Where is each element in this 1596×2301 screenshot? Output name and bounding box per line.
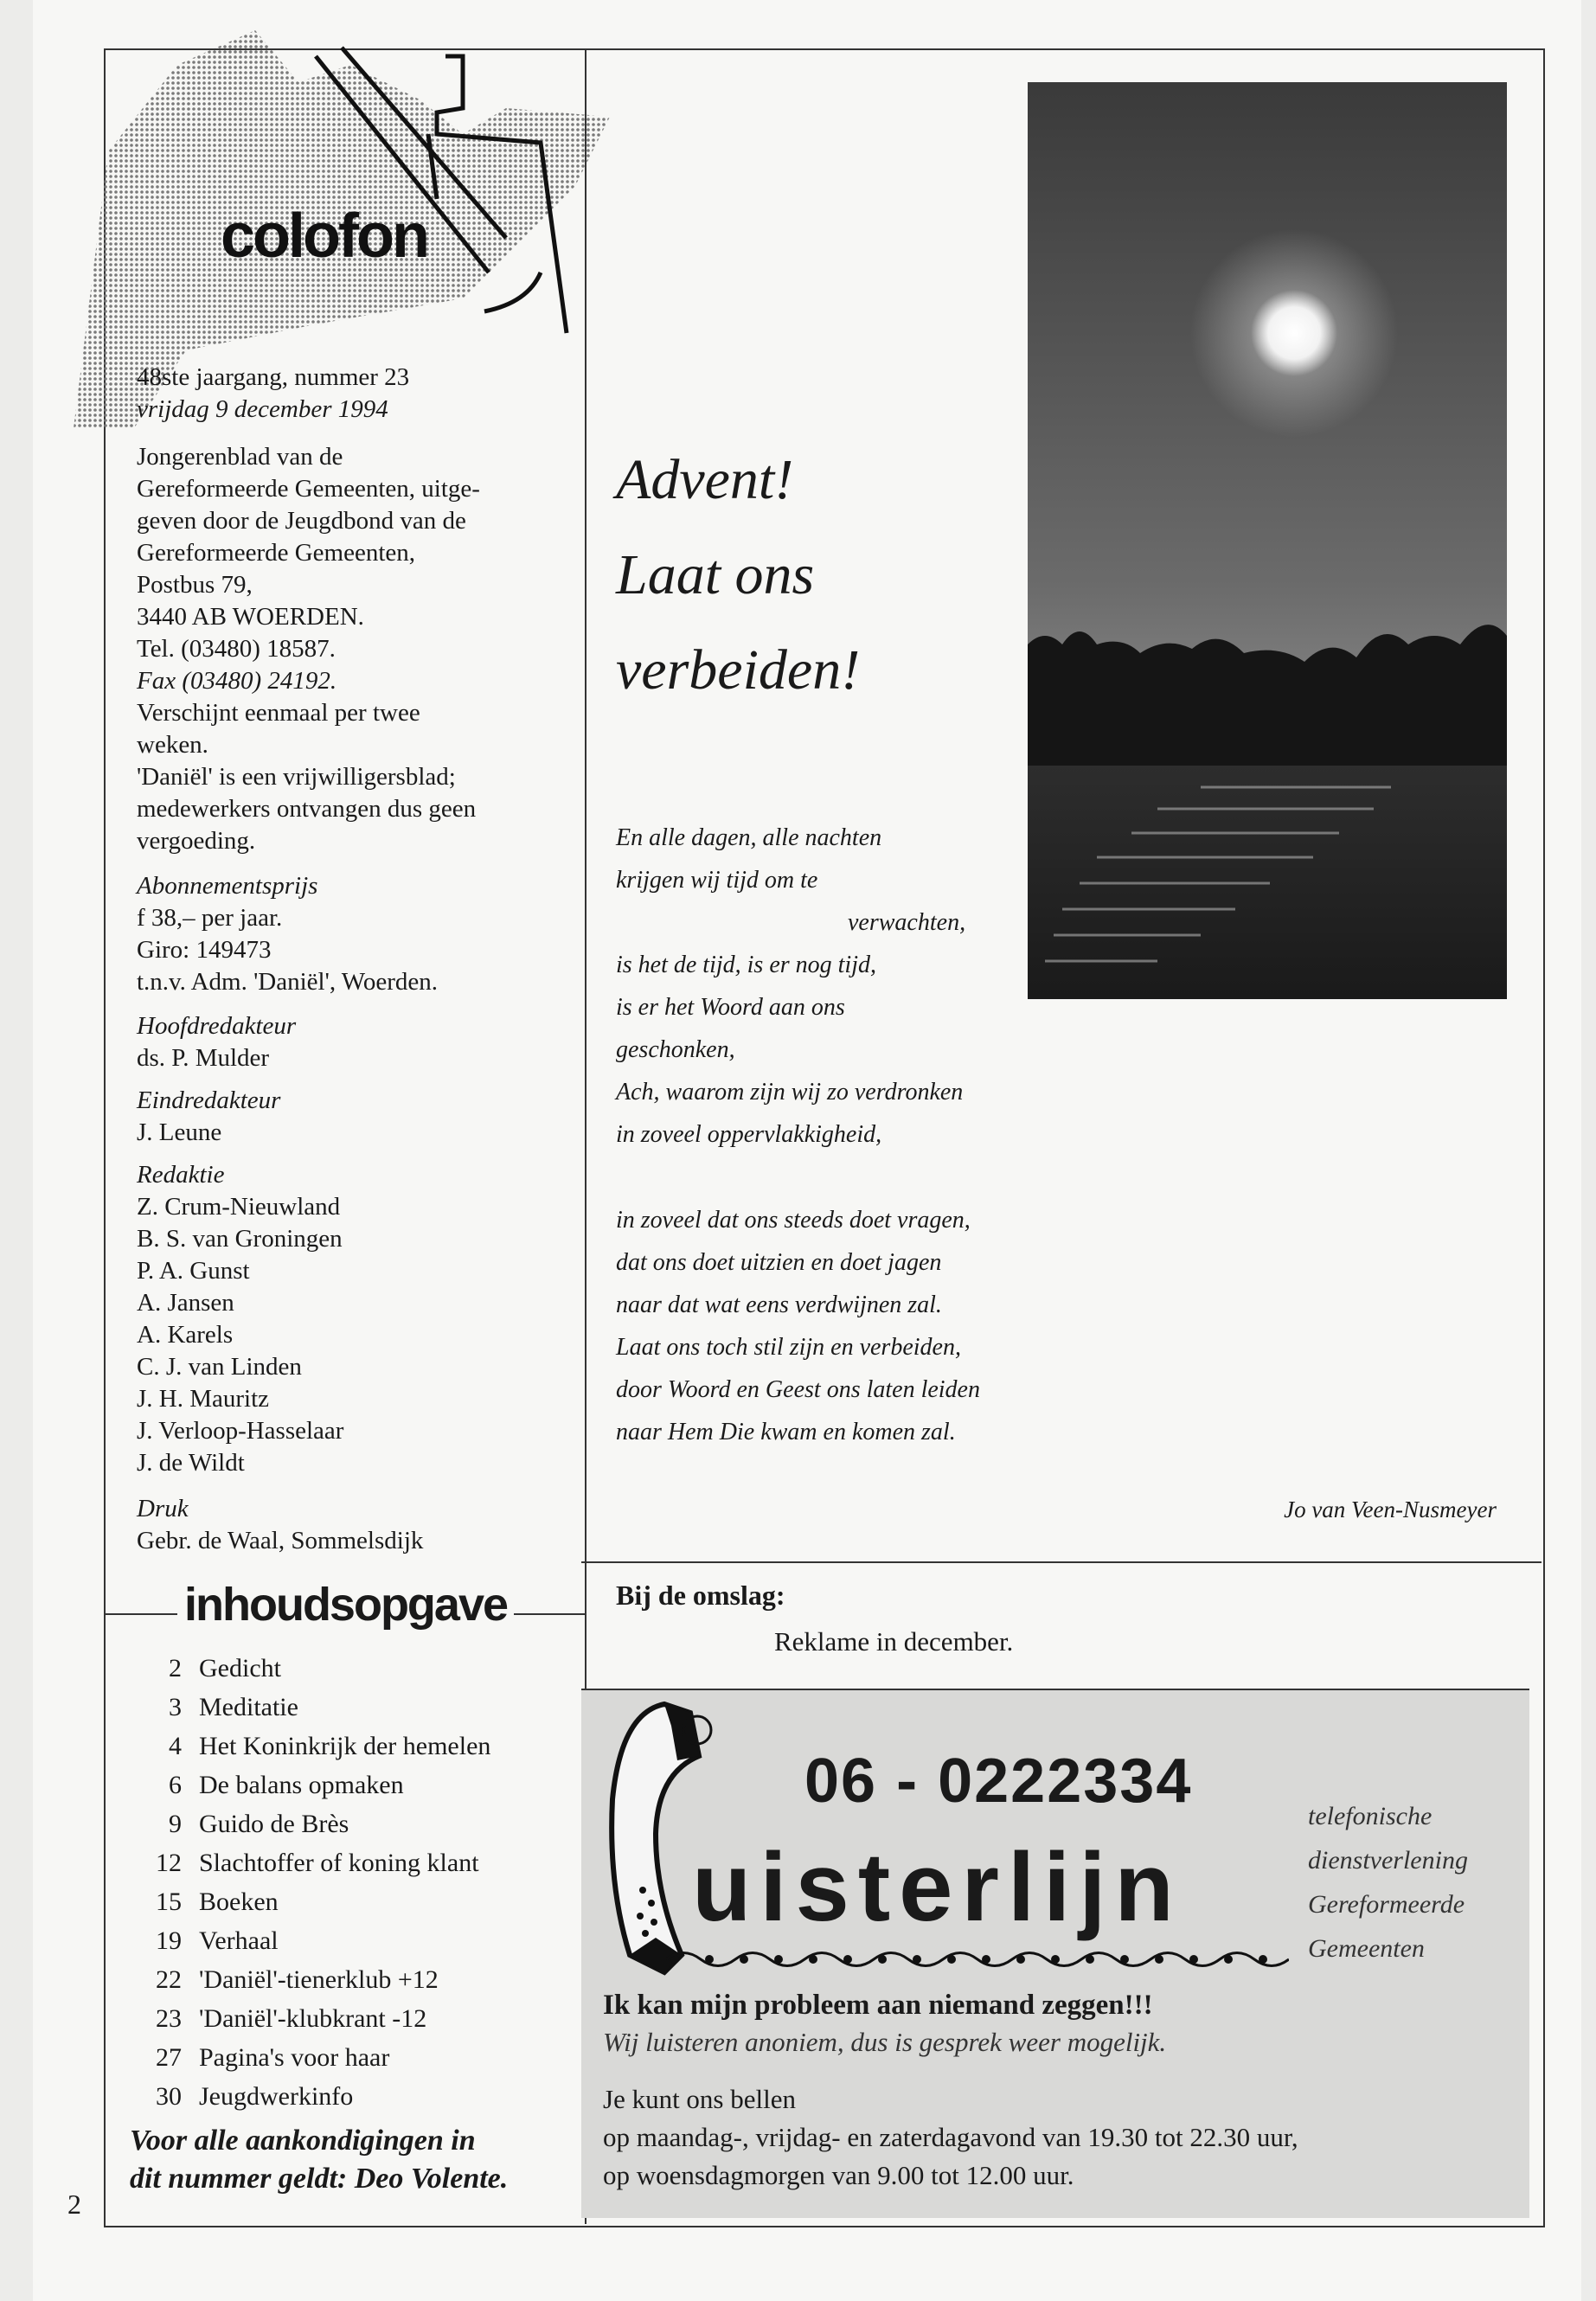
- print-label: Druk: [137, 1495, 189, 1522]
- contents-item: [147, 1766, 490, 1804]
- contents-page: 30: [156, 2082, 182, 2111]
- publisher-line: 3440 AB WOERDEN.: [137, 603, 364, 631]
- cover-text: Reklame in december.: [774, 1626, 1014, 1657]
- contents-label: Verhaal: [199, 1926, 279, 1955]
- poem-line: Ach, waarom zijn wij zo verdronken: [616, 1079, 964, 1106]
- editorial-member: Z. Crum-Nieuwland: [137, 1193, 341, 1221]
- publisher-line: Tel. (03480) 18587.: [137, 635, 336, 663]
- contents-page: 4: [169, 1732, 182, 1760]
- poem-line: Laat ons toch stil zijn en verbeiden,: [616, 1334, 961, 1361]
- poem-line: in zoveel oppervlakkigheid,: [616, 1121, 882, 1148]
- contents-title: inhoudsopgave: [177, 1578, 514, 1631]
- poem-line: dat ons doet uitzien en doet jagen: [616, 1249, 942, 1276]
- poem-line: naar Hem Die kwam en komen zal.: [616, 1419, 956, 1445]
- contents-page: 3: [169, 1693, 182, 1721]
- subscription-line: t.n.v. Adm. 'Daniël', Woerden.: [137, 968, 438, 996]
- contents-label: Slachtoffer of koning klant: [199, 1849, 479, 1877]
- contents-item: [147, 1843, 490, 1882]
- contents-label: Jeugdwerkinfo: [199, 2082, 354, 2111]
- poem-line: in zoveel dat ons steeds doet vragen,: [616, 1207, 971, 1234]
- subscription-block: [137, 870, 569, 998]
- ad-side-line: Gereformeerde: [1308, 1890, 1465, 1919]
- poem-stanza-1: [616, 817, 1152, 1156]
- poem-line: verwachten,: [848, 909, 966, 936]
- ad-call-hours: [603, 2080, 1298, 2195]
- publisher-line: Postbus 79,: [137, 571, 253, 599]
- publisher-line: Jongerenblad van de: [137, 443, 343, 471]
- publisher-line: Verschijnt eenmaal per twee: [137, 699, 420, 727]
- ad-side-line: dienstverlening: [1308, 1846, 1468, 1875]
- contents-label: Het Koninkrijk der hemelen: [199, 1732, 491, 1760]
- editor-name: ds. P. Mulder: [137, 1044, 270, 1072]
- contents-item: [147, 1649, 490, 1688]
- contents-label: Meditatie: [199, 1693, 298, 1721]
- printer-name: Gebr. de Waal, Sommelsdijk: [137, 1527, 424, 1554]
- poem-line: En alle dagen, alle nachten: [616, 824, 882, 851]
- contents-page: 6: [169, 1771, 182, 1799]
- contents-page: 27: [156, 2043, 182, 2072]
- contents-page: 9: [169, 1810, 182, 1838]
- poem-line: is het de tijd, is er nog tijd,: [616, 952, 876, 978]
- editorial-member: A. Karels: [137, 1321, 234, 1349]
- final-editor-name: J. Leune: [137, 1118, 222, 1146]
- contents-item: [147, 1727, 490, 1766]
- poem-line: krijgen wij tijd om te: [616, 867, 818, 894]
- poem-title: [616, 433, 860, 718]
- contents-label: 'Daniël'-klubkrant -12: [199, 2004, 427, 2033]
- publisher-line: Gereformeerde Gemeenten, uitge-: [137, 475, 480, 503]
- contents-page: 12: [156, 1849, 182, 1877]
- cord-decoration: [666, 1946, 1289, 1972]
- contents-item: [147, 1688, 490, 1727]
- contents-list: [147, 1649, 490, 2116]
- contents-item: [147, 1804, 490, 1843]
- subscription-line: Giro: 149473: [137, 936, 272, 964]
- editorial-member: B. S. van Groningen: [137, 1225, 343, 1253]
- colofon-title: colofon: [221, 202, 427, 271]
- editorial-member: J. Verloop-Hasselaar: [137, 1417, 344, 1445]
- editorial-member: J. de Wildt: [137, 1449, 245, 1477]
- contents-label: Guido de Brès: [199, 1810, 349, 1838]
- contents-label: Boeken: [199, 1888, 279, 1916]
- contents-page: 22: [156, 1965, 182, 1994]
- poem-line: geschonken,: [616, 1036, 735, 1063]
- section-divider: [581, 1561, 1542, 1563]
- ad-headline: Ik kan mijn probleem aan niemand zeggen!!!: [603, 1990, 1153, 2021]
- print-block: [137, 1493, 569, 1557]
- poem-author: Jo van Veen-Nusmeyer: [1284, 1497, 1497, 1522]
- colofon-issue-block: [137, 362, 569, 426]
- poem-title-line: verbeiden!: [616, 638, 861, 702]
- publisher-block: [137, 441, 569, 857]
- date-line: vrijdag 9 december 1994: [137, 395, 388, 423]
- editorial-member: C. J. van Linden: [137, 1353, 302, 1381]
- contents-item: [147, 1999, 490, 2038]
- contents-item: [147, 1921, 490, 1960]
- contents-label: Pagina's voor haar: [199, 2043, 390, 2072]
- poem-line: naar dat wat eens verdwijnen zal.: [616, 1292, 942, 1318]
- poem-title-line: Advent!: [616, 448, 794, 511]
- contents-page: 15: [156, 1888, 182, 1916]
- final-editor-label: Eindredakteur: [137, 1086, 281, 1114]
- editor-label: Hoofdredakteur: [137, 1012, 297, 1040]
- poem-line: is er het Woord aan ons: [616, 994, 845, 1021]
- ad-side-line: telefonische: [1308, 1802, 1433, 1830]
- ad-service-description: [1308, 1794, 1468, 1971]
- contents-item: [147, 2038, 490, 2077]
- poem-title-line: Laat ons: [616, 543, 815, 606]
- publisher-line: geven door de Jeugdbond van de: [137, 507, 466, 535]
- contents-page: 19: [156, 1926, 182, 1955]
- editorial-member: A. Jansen: [137, 1289, 234, 1317]
- poem-stanza-2: [616, 1199, 1152, 1453]
- publisher-line: 'Daniël' is een vrijwilligersblad;: [137, 763, 456, 791]
- subscription-label: Abonnementsprijs: [137, 872, 318, 900]
- final-editor-block: [137, 1085, 569, 1149]
- editorial-block: [137, 1159, 569, 1479]
- contents-item: [147, 1960, 490, 1999]
- issue-line: 48ste jaargang, nummer 23: [137, 363, 410, 391]
- contents-item: [147, 2077, 490, 2116]
- contents-label: 'Daniël'-tienerklub +12: [199, 1965, 439, 1994]
- publisher-line: weken.: [137, 731, 208, 759]
- note-line: Voor alle aankondigingen in: [130, 2125, 476, 2157]
- ad-subline: Wij luisteren anoniem, dus is gesprek weer mogelijk.: [603, 2027, 1167, 2057]
- ad-call-line: op maandag-, vrijdag- en zaterdagavond van 19.30 tot 22.30 uur,: [603, 2122, 1298, 2152]
- ad-call-line: Je kunt ons bellen: [603, 2084, 796, 2114]
- cover-label: Bij de omslag:: [616, 1580, 785, 1611]
- publisher-line: medewerkers ontvangen dus geen: [137, 795, 477, 823]
- subscription-line: f 38,– per jaar.: [137, 904, 283, 932]
- deo-volente-note: [130, 2122, 508, 2198]
- helpline-number: 06 - 0222334: [804, 1747, 1193, 1816]
- publisher-line: Fax (03480) 24192.: [137, 667, 337, 695]
- page-number: 2: [67, 2189, 81, 2220]
- luisterlijn-brand: uisterlijn: [692, 1833, 1183, 1941]
- editorial-label: Redaktie: [137, 1161, 225, 1189]
- editor-block: [137, 1010, 569, 1074]
- note-line: dit nummer geldt: Deo Volente.: [130, 2163, 509, 2195]
- editorial-member: J. H. Mauritz: [137, 1385, 270, 1413]
- ad-call-line: op woensdagmorgen van 9.00 tot 12.00 uur.: [603, 2160, 1074, 2190]
- contents-item: [147, 1882, 490, 1921]
- poem-line: door Woord en Geest ons laten leiden: [616, 1376, 980, 1403]
- ad-side-line: Gemeenten: [1308, 1934, 1425, 1963]
- contents-page: 23: [156, 2004, 182, 2033]
- contents-page: 2: [169, 1654, 182, 1682]
- publisher-line: vergoeding.: [137, 827, 256, 855]
- contents-label: Gedicht: [199, 1654, 281, 1682]
- contents-label: De balans opmaken: [199, 1771, 404, 1799]
- editorial-member: P. A. Gunst: [137, 1257, 250, 1285]
- publisher-line: Gereformeerde Gemeenten,: [137, 539, 416, 567]
